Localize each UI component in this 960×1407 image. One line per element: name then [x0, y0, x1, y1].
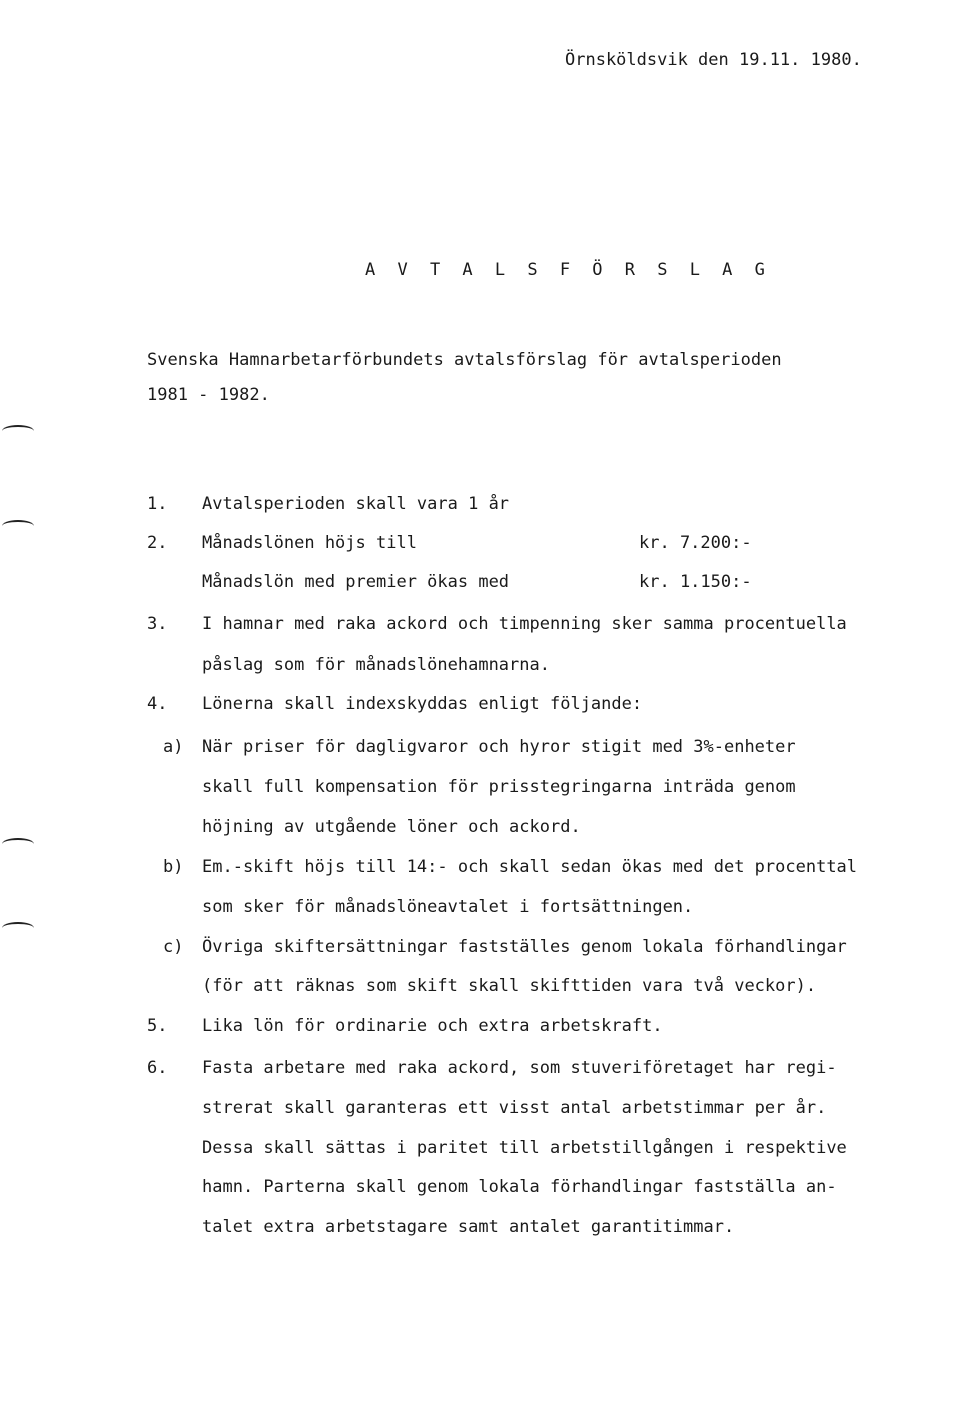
sub-label-c: c) [163, 937, 184, 957]
item-number: 5. [147, 1016, 168, 1036]
margin-mark [2, 425, 34, 437]
item-6-line-2: strerat skall garanteras ett visst antal arbetstimmar per år. [202, 1098, 827, 1118]
margin-mark [2, 520, 34, 532]
item-6-line-3: Dessa skall sättas i paritet till arbetstillgången i respektive [202, 1138, 847, 1158]
item-4-text: Lönerna skall indexskyddas enligt följande: [202, 694, 643, 714]
item-4a-line-2: skall full kompensation för prisstegringarna inträda genom [202, 777, 796, 797]
sub-label-b: b) [163, 857, 184, 877]
margin-mark [2, 922, 34, 934]
item-2-amount-2: kr. 1.150:- [639, 572, 752, 592]
item-4b-line-1: Em.-skift höjs till 14:- och skall sedan ökas med det procenttal [202, 857, 858, 877]
document-title: A V T A L S F Ö R S L A G [365, 260, 771, 280]
item-6-line-1: Fasta arbetare med raka ackord, som stuveriföretaget har regi- [202, 1058, 837, 1078]
item-2-amount-1: kr. 7.200:- [639, 533, 752, 553]
item-number: 2. [147, 533, 168, 553]
item-2-line-2: Månadslön med premier ökas med [202, 572, 510, 592]
item-4b-line-2: som sker för månadslöneavtalet i fortsättningen. [202, 897, 694, 917]
intro-line-1: Svenska Hamnarbetarförbundets avtalsförslag för avtalsperioden [147, 350, 782, 370]
intro-line-2: 1981 - 1982. [147, 385, 270, 405]
item-5-text: Lika lön för ordinarie och extra arbetskraft. [202, 1016, 663, 1036]
item-4c-line-2: (för att räknas som skift skall skifttiden vara två veckor). [202, 976, 817, 996]
item-2-line-1: Månadslönen höjs till [202, 533, 417, 553]
margin-mark [2, 838, 34, 850]
item-number: 6. [147, 1058, 168, 1078]
item-3-line-1: I hamnar med raka ackord och timpenning sker samma procentuella [202, 614, 847, 634]
item-6-line-5: talet extra arbetstagare samt antalet garantitimmar. [202, 1217, 735, 1237]
place-date: Örnsköldsvik den 19.11. 1980. [565, 50, 862, 70]
item-4a-line-3: höjning av utgående löner och ackord. [202, 817, 581, 837]
item-4a-line-1: När priser för dagligvaror och hyror stigit med 3%-enheter [202, 737, 796, 757]
item-number: 1. [147, 494, 168, 514]
item-4c-line-1: Övriga skiftersättningar fastställes genom lokala förhandlingar [202, 937, 847, 957]
item-number: 4. [147, 694, 168, 714]
item-3-line-2: påslag som för månadslönehamnarna. [202, 655, 550, 675]
item-6-line-4: hamn. Parterna skall genom lokala förhandlingar fastställa an- [202, 1177, 837, 1197]
item-number: 3. [147, 614, 168, 634]
sub-label-a: a) [163, 737, 184, 757]
item-1-text: Avtalsperioden skall vara 1 år [202, 494, 510, 514]
